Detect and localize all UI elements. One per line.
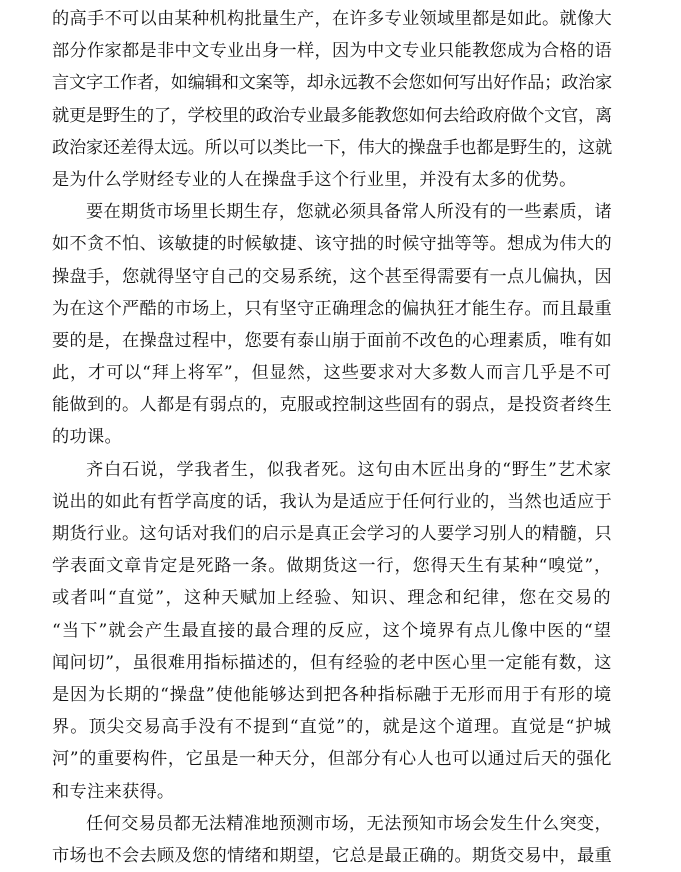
text-line: 和专注来获得。 — [52, 781, 175, 802]
paragraph-4 — [52, 808, 612, 872]
text-line: 操盘手，您就得坚守自己的交易系统，这个甚至得需要有一点儿偏执，因 — [52, 266, 612, 287]
text-line: 如不贪不怕、该敏捷的时候敏捷、该守拙的时候守拙等等。想成为伟大的 — [52, 234, 612, 255]
text-line: 要在期货市场里长期生存，您就必须具备常人所没有的一些素质，诸 — [86, 202, 612, 223]
text-line: 能做到的。人都是有弱点的，克服或控制这些固有的弱点，是投资者终生 — [52, 395, 612, 416]
text-line: 河”的重要构件，它虽是一种天分，但部分有心人也可以通过后天的强化 — [52, 749, 612, 770]
text-line: 期货行业。这句话对我们的启示是真正会学习的人要学习别人的精髓，只 — [52, 524, 612, 544]
text-line: 此，才可以“拜上将军”，但显然，这些要求对大多数人而言几乎是不可 — [52, 363, 612, 384]
paragraph-3 — [52, 454, 612, 808]
text-line: 学表面文章肯定是死路一条。做期货这一行，您得天生有某种“嗅觉”， — [52, 556, 612, 577]
text-line: 言文字工作者，如编辑和文案等，却永远教不会您如何写出好作品；政治家 — [52, 73, 612, 94]
paragraph-2 — [52, 196, 612, 454]
text-line: 就更是野生的了，学校里的政治专业最多能教您如何去给政府做个文官，离 — [52, 105, 612, 126]
text-line: 是为什么学财经专业的人在操盘手这个行业里，并没有太多的优势。 — [52, 169, 577, 190]
text-line: 要的是，在操盘过程中，您要有泰山崩于面前不改色的心理素质，唯有如 — [52, 330, 612, 351]
text-line: 是因为长期的“操盘”使他能够达到把各种指标融于无形而用于有形的境 — [52, 684, 612, 705]
text-line: 任何交易员都无法精准地预测市场，无法预知市场会发生什么突变， — [86, 813, 612, 834]
text-line: 政治家还差得太远。所以可以类比一下，伟大的操盘手也都是野生的，这就 — [52, 137, 612, 158]
text-line: 闻问切”，虽很难用指标描述的，但有经验的老中医心里一定能有数，这 — [52, 652, 612, 673]
text-line: 的功课。 — [52, 427, 122, 448]
text-line: 的高手不可以由某种机构批量生产，在许多专业领域里都是如此。就像大 — [52, 9, 612, 29]
text-line: 为在这个严酷的市场上，只有坚守正确理念的偏执狂才能生存。而且最重 — [52, 298, 612, 319]
text-line: 或者叫“直觉”，这种天赋加上经验、知识、理念和纪律，您在交易的 — [52, 588, 612, 609]
text-line: 齐白石说，学我者生，似我者死。这句由木匠出身的“野生”艺术家 — [86, 459, 612, 480]
text-line: 界。顶尖交易高手没有不提到“直觉”的，就是这个道理。直觉是“护城 — [52, 717, 612, 738]
body-text — [52, 3, 612, 872]
text-line: 市场也不会去顾及您的情绪和期望，它总是最正确的。期货交易中，最重 — [52, 845, 612, 866]
text-line: 说出的如此有哲学高度的话，我认为是适应于任何行业的，当然也适应于 — [52, 491, 612, 512]
paragraph-1 — [52, 3, 612, 196]
text-line: “当下”就会产生最直接的最合理的反应，这个境界有点儿像中医的“望 — [52, 620, 612, 641]
text-line: 部分作家都是非中文专业出身一样，因为中文专业只能教您成为合格的语 — [52, 41, 612, 62]
